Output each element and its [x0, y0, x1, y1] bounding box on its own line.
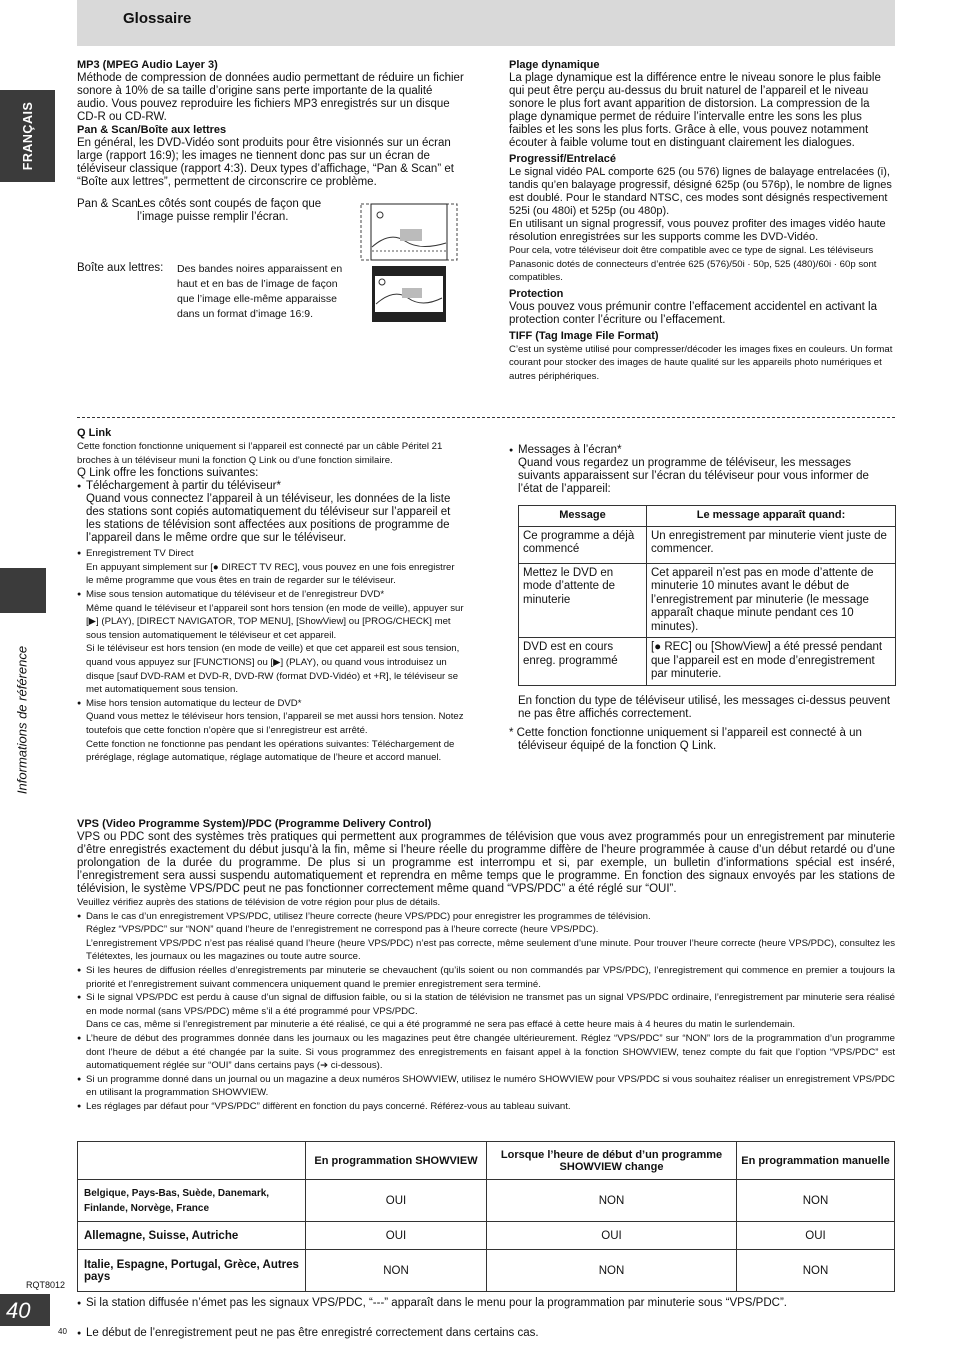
qlink-b5-title: ● Messages à l’écran* — [509, 444, 896, 457]
vps-b3: ● Si le signal VPS/PDC est perdu à cause d’un signal de diffusion faible, ou si la station de télévision ne transmet pas un signal VPS/PDC ordinaire, l’enregistrement par minuterie sera réalisé en mode normal (sans VPS/PDC) même s’il a été programmé pour VPS/PDC. — [77, 991, 895, 1018]
table-row: Allemagne, Suisse, Autriche OUI OUI OUI — [78, 1222, 895, 1250]
qlink-b4-text: Quand vous mettez le téléviseur hors tension, l’appareil se met aussi hors tension. Notez toutefois que cette fonction n’opère que si l’enregistreur est arrêté. — [86, 711, 464, 736]
messages-header-message: Message — [519, 506, 647, 527]
vps-header-change: Lorsque l’heure de début d’un programme SHOWVIEW change — [487, 1142, 737, 1180]
vps-title: VPS (Video Programme System)/PDC (Programme Delivery Control) — [77, 818, 432, 830]
language-tab: FRANÇAIS — [0, 90, 55, 182]
letterbox-illustration — [372, 266, 446, 322]
vps-b6: ● Les réglages par défaut pour “VPS/PDC” diffèrent en fonction du pays concerné. Référez-vous au tableau suivant. — [77, 1100, 895, 1114]
footer-page: 40 — [58, 1327, 67, 1336]
table-row: Ce programme a déjà commencé Un enregistrement par minuterie vient juste de commencer. — [519, 526, 896, 563]
vps-b1: ● Dans le cas d’un enregistrement VPS/PDC, utilisez l’heure correcte (heure VPS/PDC) pour enregistrer les programmes de télévision. — [77, 910, 895, 924]
qlink-b1-title: ● Téléchargement à partir du téléviseur* — [77, 480, 464, 493]
vps-section — [77, 818, 895, 1114]
protection-text: Vous pouvez vous prémunir contre l’effacement accidentel en activant la protection conter l’écriture ou l’effacement. — [509, 300, 877, 326]
section-tab-marker — [0, 568, 46, 613]
vps-after2: ● Le début de l’enregistrement peut ne pas être enregistré correctement dans certains cas. — [77, 1327, 895, 1340]
vps-table — [77, 1141, 895, 1292]
qlink-b4-title: ● Mise hors tension automatique du lecteur de DVD* — [77, 697, 464, 711]
table-row: Mettez le DVD en mode d’attente de minuterie Cet appareil n’est pas en mode d’attente de minuterie 10 minutes avant le début de l’enregistrement par minuterie (le message apparaît chaque minute pendant ces 10 minutes). — [519, 563, 896, 638]
glossary-right-column — [509, 59, 894, 384]
box-term: Boîte aux lettres: — [77, 262, 164, 274]
qlink-intro-small: Cette fonction fonctionne uniquement si l’appareil est connecté par un câble Péritel 21 broches à un téléviseur muni la fonction Q Link ou d’une fonction similaire. — [77, 441, 443, 466]
glossary-left-column — [77, 59, 464, 189]
mp3-title: MP3 (MPEG Audio Layer 3) — [77, 59, 218, 71]
messages-header-when: Le message apparaît quand: — [647, 506, 896, 527]
qlink-b2-text: En appuyant simplement sur [● DIRECT TV REC], vous pouvez en une fois enregistrer le même programme que vous êtes en train de regarder sur le téléviseur. — [86, 561, 455, 587]
table-row: Belgique, Pays-Bas, Suède, Danemark, Finlande, Norvège, France OUI NON NON — [78, 1180, 895, 1222]
tiff-text: C’est un système utilisé pour compresser/décoder les images fixes en couleurs. Un format courant pour stocker des images de haute qualité sur les appareils photo numériques et autres périphériques. — [509, 343, 893, 382]
qlink-section — [77, 427, 464, 765]
qlink-b3-text: Même quand le téléviseur et l’appareil sont hors tension (en mode de veille), appuyer sur [▶] (PLAY), [DIRECT NAVIGATOR, TOP MENU], [ShowView] ou [PROG/CHECK] met sous tension automatiquement le téléviseur et cet appareil. — [86, 602, 464, 641]
qlink-after-table: En fonction du type de téléviseur utilisé, les messages ci-dessus peuvent ne pas être affichés correctement. — [518, 695, 891, 720]
pan-scan-illustration — [360, 203, 458, 261]
vps-b5: ● Si un programme donné dans un journal ou un magazine a deux numéros SHOWVIEW, utilisez le numéro SHOWVIEW pour VPS/PDC si vous souhaitez réaliser un enregistrement VPS/PDC en utilisant la programmation SHOWVIEW. — [77, 1073, 895, 1100]
messages-table — [518, 505, 896, 686]
page-header — [77, 0, 895, 46]
qlink-b2-title: ● Enregistrement TV Direct — [77, 547, 464, 561]
vps-header-empty — [78, 1142, 306, 1180]
table-row: Italie, Espagne, Portugal, Grèce, Autres pays NON NON NON — [78, 1250, 895, 1292]
section-divider — [77, 417, 895, 418]
vps-header-showview: En programmation SHOWVIEW — [306, 1142, 487, 1180]
qlink-b4-text2: Cette fonction ne fonctionne pas pendant les opérations suivantes: Téléchargement de préréglage, réglage automatique, réglage automatique de l’heure et accord manuel. — [86, 738, 455, 764]
page-title: Glossaire — [123, 10, 192, 27]
plage-title: Plage dynamique — [509, 59, 600, 71]
vps-small-intro: Veuillez vérifiez auprès des stations de télévision de votre région pour plus de détails. — [77, 897, 441, 908]
pan-desc: Les côtés sont coupés de façon que l’image puisse remplir l’écran. — [137, 198, 322, 223]
panscan-title: Pan & Scan/Boîte aux lettres — [77, 124, 227, 136]
vps-b2: ● Si les heures de diffusion réelles d’enregistrements par minuterie se chevauchent (qu’ils soient ou non commandés par VPS/PDC), l’enregistrement qui commence en premier a toujours la priorité et l’enregistrement suivant commencera uniquement quand le premier enregistrement sera terminé. — [77, 964, 895, 991]
vps-b1b: L’enregistrement VPS/PDC n’est pas réalisé quand l’heure (heure VPS/PDC) n’est pas correcte, même seulement d’une minute. Pour trouver l’heure correcte (heure VPS/PDC), consultez les Télétextes, les journaux ou les magazines ou toute autre source. — [86, 937, 895, 963]
box-desc: Des bandes noires apparaissent en haut et en bas de l’image de façon que l’image elle-même apparaisse dans un format d’image 16:9. — [177, 263, 343, 320]
vps-text: VPS ou PDC sont des systèmes très pratiques qui permettent aux programmes de télévision que vous avez programmés pour un enregistrement par minuterie d’être enregistrés exactement du début jusqu’à la fin, même si l’heure réelle du programme diffère de l’heure programmée à cause d’un début retardé ou d’une prolongation de la durée du programme. De plus si un programme est interrompu et si, par exemple, un bulletin d’informations spécial est inséré, l’enregistrement sera aussi suspendu automatiquement et reprendra en même temps que le programme. En fonction des signaux envoyés par les stations de télévision, le système VPS/PDC peut ne pas fonctionner correctement même quand “VPS/PDC” a été réglé sur “OUI”. — [77, 831, 895, 895]
vps-b3a: Dans ce cas, même si l’enregistrement par minuterie a été réalisé, ce qui a été programmé ne sera pas effacé à cette heure mais à 4 heures du matin le surlendemain. — [86, 1019, 796, 1031]
progressif-text: Le signal vidéo PAL comporte 625 (ou 576) lignes de balayage entrelacées (i), tandis qu’en balayage progressif, désigné 625p (ou 576p), le nombre de lignes est doublé. Pour le standard NTSC, ces modes sont désignés respectivement 525i (ou 480i) et 525p (ou 480p). — [509, 166, 892, 217]
panscan-text: En général, les DVD-Vidéo sont produits pour être visionnés sur un écran large (rapport 16:9); les images ne tiennent donc pas sur un écran de téléviseur classique (rapport 4:3). Deux types d’affichage, “Pan & Scan” et “Boîte aux lettres”, permettent de circonscrire ce problème. — [77, 137, 454, 188]
vps-after1: ● Si la station diffusée n’émet pas les signaux VPS/PDC, “---” apparaît dans le menu pour la programmation par minuterie sous “VPS/PDC”. — [77, 1297, 895, 1310]
qlink-b3-title: ● Mise sous tension automatique du téléviseur et de l’enregistreur DVD* — [77, 588, 464, 602]
protection-title: Protection — [509, 287, 564, 300]
qlink-title: Q Link — [77, 427, 112, 439]
page-number: 40 — [0, 1294, 50, 1326]
pan-term: Pan & Scan: — [77, 198, 141, 210]
qlink-intro: Q Link offre les fonctions suivantes: — [77, 467, 259, 480]
qlink-b3-text2: Si le téléviseur est hors tension (en mode de veille) et que cet appareil est sous tension, quand vous appuyez sur [FUNCTIONS] ou [▶] (PLAY), ou quand vous introduisez un disque [sauf DVD-RAM et DVD-R, DVD-RW (format DVD-Vidéo) et +R], le téléviseur se met automatiquement sous tension. — [86, 643, 460, 696]
progressif-text2: En utilisant un signal progressif, vous pouvez profiter des images vidéo haute résolution enregistrées sur les supports comme les DVD-Vidéo. — [509, 218, 886, 243]
table-row: DVD est en cours enreg. programmé [● REC] ou [ShowView] a été pressé pendant que l’appareil est en mode d’enregistrement par minuterie. — [519, 638, 896, 686]
model-code: RQT8012 — [26, 1280, 66, 1290]
qlink-messages — [509, 444, 896, 496]
qlink-footnote: * Cette fonction fonctionne uniquement si l’appareil est connecté à un téléviseur équipé de la fonction Q Link. — [509, 727, 862, 752]
mp3-text: Méthode de compression de données audio permettant de réduire un fichier sonore à 10% de sa taille d’origine sans perte importante de la qualité audio. Vous pouvez reproduire les fichiers MP3 enregistrés sur un disque CD-R ou CD-RW. — [77, 72, 464, 123]
vps-b1a: Réglez “VPS/PDC” sur “NON” quand l’heure de l’enregistrement ne correspond pas à l’heure correcte (heure VPS/PDC). — [86, 924, 599, 936]
progressif-small: Pour cela, votre téléviseur doit être compatible avec ce type de signal. Les téléviseurs Panasonic dotés de connecteurs d’entrée 625 (576)/50i · 50p, 525 (480)/60i · 60p sont compatibles. — [509, 245, 877, 284]
vps-header-manual: En programmation manuelle — [737, 1142, 895, 1180]
progressif-title: Progressif/Entrelacé — [509, 153, 616, 165]
vps-b4: ● L’heure de début des programmes donnée dans les journaux ou les magazines peut être changée ultérieurement. Réglez “VPS/PDC” sur “NON” lors de la programmation d’un programme dont l’heure de début a été changée par la suite. Si vous programmez des enregistrements en faisant appel à la fonction SHOWVIEW, tenez compte du fait que l’option “VPS/PDC” est automatiquement réglée sur “OUI” dans certains pays (➔ ci-dessous). — [77, 1032, 895, 1073]
tiff-title: TIFF (Tag Image File Format) — [509, 329, 659, 342]
section-label: Informations de référence — [14, 645, 30, 795]
qlink-b1-text: Quand vous connectez l’appareil à un téléviseur, les données de la liste des stations sont copiés automatiquement du téléviseur sur l’appareil et les stations de télévision sont affectées aux positions de programme de l’appareil dans le même ordre que sur le téléviseur. — [86, 493, 451, 545]
plage-text: La plage dynamique est la différence entre le niveau sonore le plus faible qui peut être perçu au-dessus du bruit naturel de l’appareil et le niveau sonore le plus fort avant apparition de distorsion. La compression de la plage dynamique permet de réduire l’intervalle entre les sons les plus faibles et les sons les plus forts. Grâce à elle, vous pouvez notamment écouter à faible volume tout en distinguant clairement les dialogues. — [509, 72, 881, 149]
qlink-b5-text: Quand vous regardez un programme de téléviseur, les messages suivants apparaissent sur l’écran du téléviseur pour vous informer de l’état de l’appareil: — [518, 457, 869, 495]
